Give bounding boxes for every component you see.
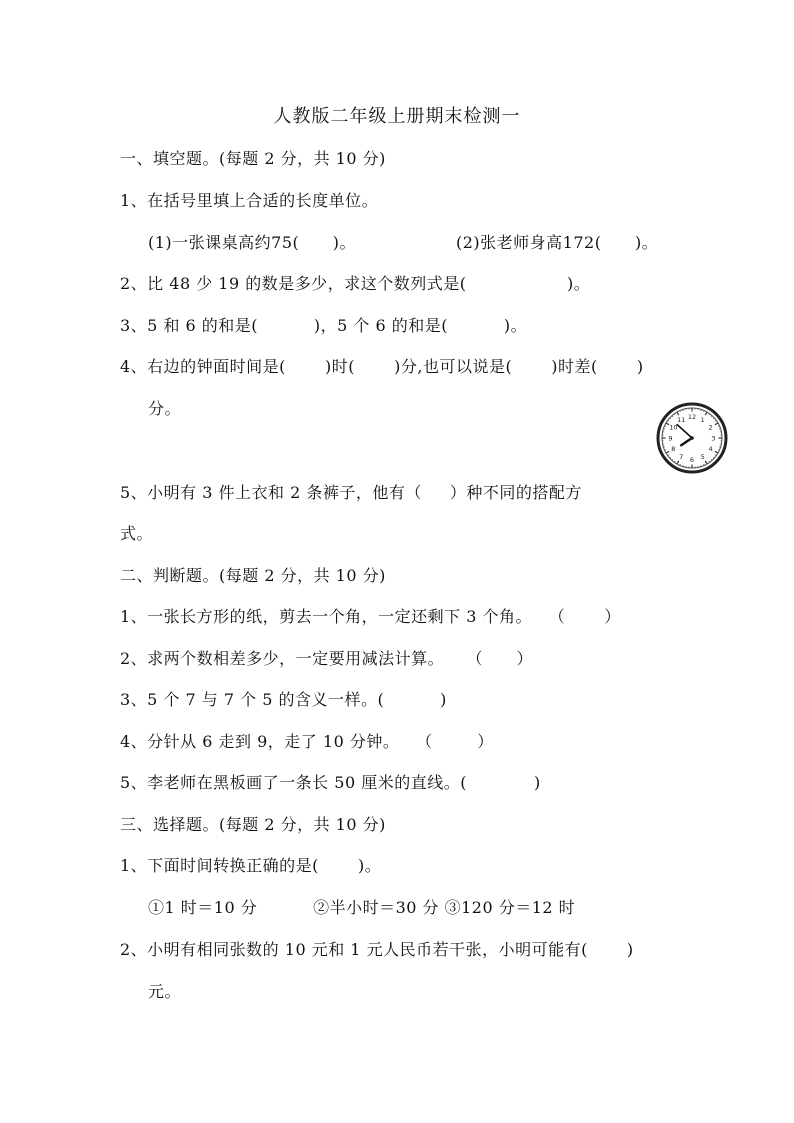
section-choice-header: 三、选择题。(每题 2 分，共 10 分) xyxy=(120,815,386,834)
fill-question-5-cont: 式。 xyxy=(120,524,154,543)
fill-question-5: 5、小明有 3 件上衣和 2 条裤子，他有（ ）种不同的搭配方 xyxy=(120,483,582,502)
clock-number: 12 xyxy=(687,412,697,421)
choice-question-1: 1、下面时间转换正确的是( )。 xyxy=(120,856,382,875)
clock-number: 3 xyxy=(711,434,716,443)
choice-question-2-cont: 元。 xyxy=(148,982,182,1001)
fill-question-4: 4、右边的钟面时间是( )时( )分,也可以说是( )时差( ) xyxy=(120,357,644,376)
clock-number: 8 xyxy=(671,445,676,454)
clock-number: 5 xyxy=(700,453,705,462)
judge-question-4: 4、分针从 6 走到 9，走了 10 分钟。 （ ） xyxy=(120,732,494,751)
clock-number: 10 xyxy=(669,423,678,432)
page-title: 人教版二年级上册期末检测一 xyxy=(273,106,521,127)
clock-number: 4 xyxy=(708,445,713,454)
fill-question-2: 2、比 48 少 19 的数是多少，求这个数列式是( )。 xyxy=(120,274,591,293)
section-fill-header: 一、填空题。(每题 2 分，共 10 分) xyxy=(120,149,386,168)
choice-question-2: 2、小明有相同张数的 10 元和 1 元人民币若干张，小明可能有( ) xyxy=(120,940,634,959)
clock-number: 11 xyxy=(677,415,686,424)
clock-number: 9 xyxy=(668,434,673,443)
judge-question-5: 5、李老师在黑板画了一条长 50 厘米的直线。( ) xyxy=(120,773,541,792)
clock-center-pin xyxy=(690,436,694,440)
fill-question-4-cont: 分。 xyxy=(148,399,182,418)
clock-number: 1 xyxy=(700,415,705,424)
clock-number: 6 xyxy=(689,455,695,464)
clock-number: 7 xyxy=(679,453,684,462)
section-judge-header: 二、判断题。(每题 2 分，共 10 分) xyxy=(120,566,386,585)
judge-question-2: 2、求两个数相差多少，一定要用减法计算。 （ ） xyxy=(120,649,534,668)
judge-question-1: 1、一张长方形的纸，剪去一个角，一定还剩下 3 个角。 （ ） xyxy=(120,607,621,626)
choice-question-1-options: ①1 时＝10 分 ②半小时＝30 分 ③120 分＝12 时 xyxy=(148,898,576,917)
fill-question-1a: (1)一张课桌高约75( )。 xyxy=(148,233,357,252)
clock-face-image xyxy=(656,402,728,474)
fill-question-3: 3、5 和 6 的和是( )，5 个 6 的和是( )。 xyxy=(120,316,528,335)
fill-question-1: 1、在括号里填上合适的长度单位。 xyxy=(120,191,379,210)
judge-question-3: 3、5 个 7 与 7 个 5 的含义一样。( ) xyxy=(120,690,447,709)
fill-question-1b: (2)张老师身高172( )。 xyxy=(456,233,659,252)
clock-number: 2 xyxy=(708,423,713,432)
